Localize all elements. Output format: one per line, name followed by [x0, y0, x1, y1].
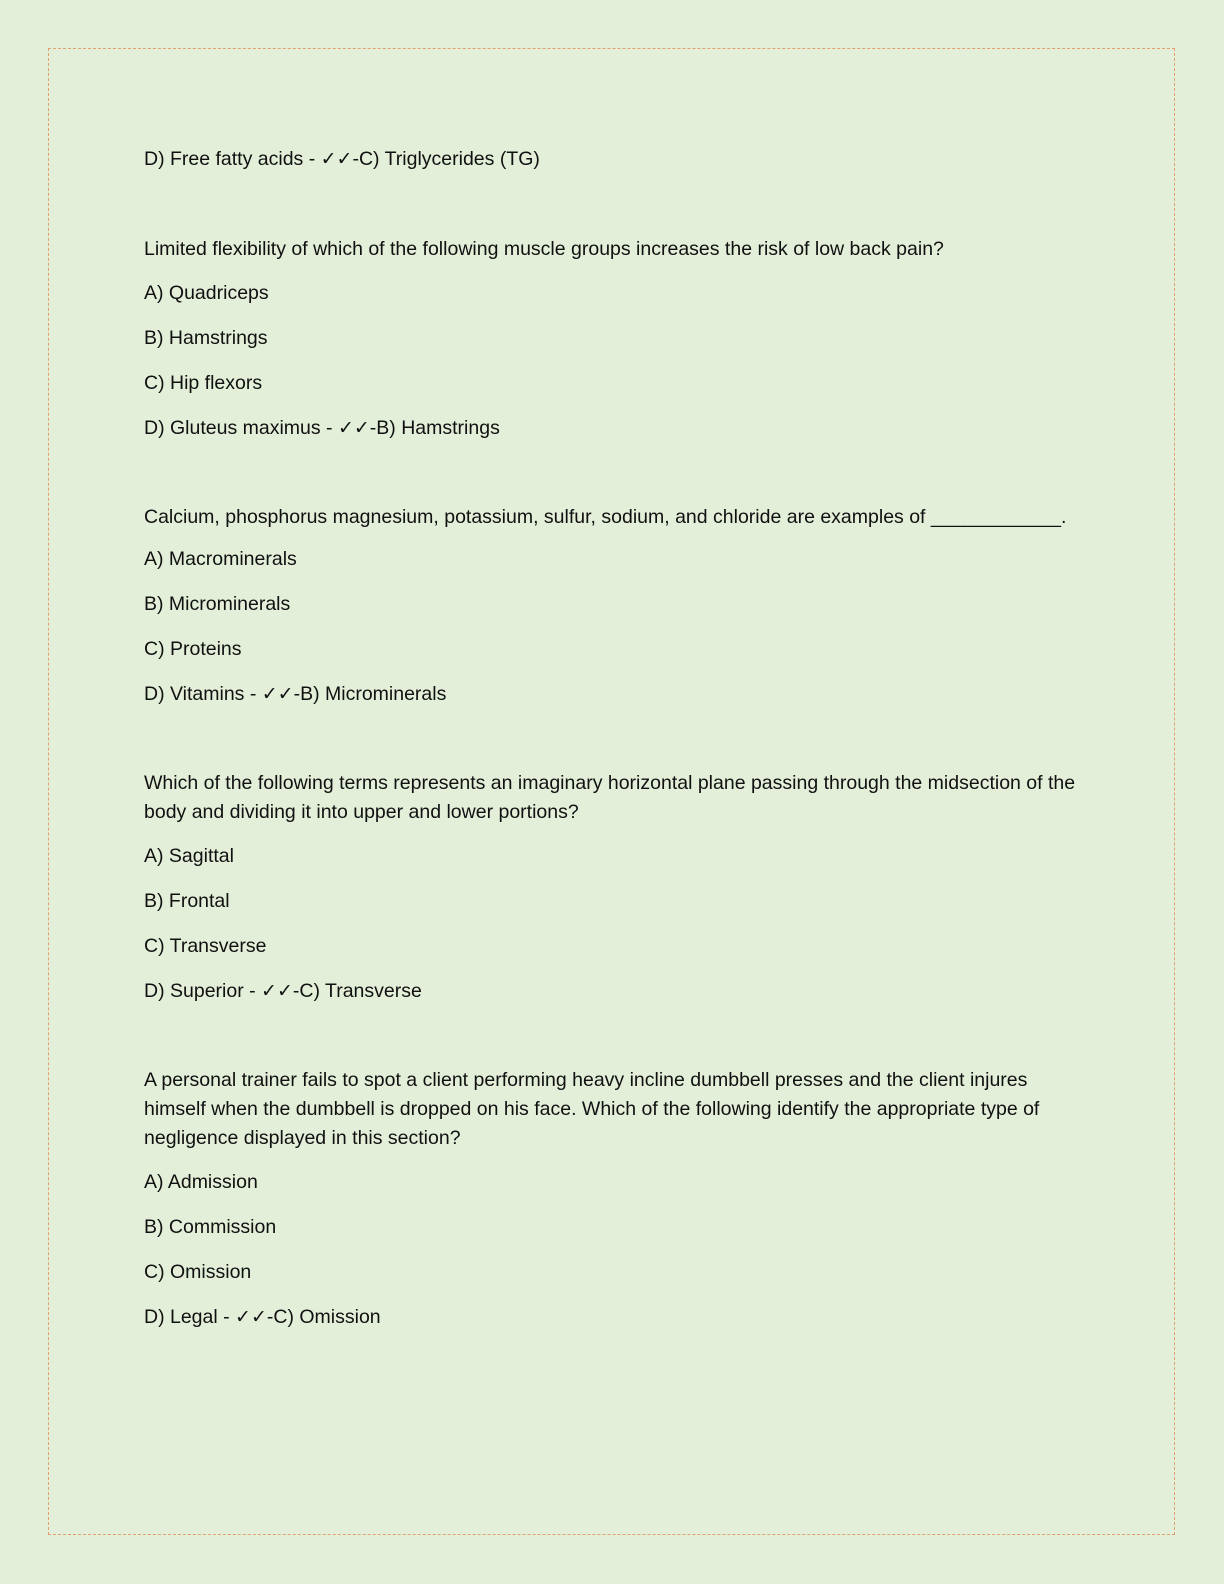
- option-text: D) Free fatty acids -: [144, 148, 321, 170]
- option-b: B) Commission: [144, 1216, 277, 1238]
- question-block: [144, 769, 1079, 1006]
- option-c: C) Proteins: [144, 638, 242, 660]
- option-d-with-answer: [144, 680, 1079, 709]
- option-d: D) Superior -: [144, 980, 262, 1002]
- checkmark-icon: ✓✓: [337, 417, 370, 439]
- question-text: A personal trainer fails to spot a client performing heavy incline dumbbell presses and the client injures himself when the dumbbell is dropped on his face. Which of the following identify the appropriate type of negligence displayed in this section?: [144, 1069, 1040, 1149]
- checkmark-icon: ✓✓: [235, 1306, 267, 1328]
- question-text: Limited flexibility of which of the following muscle groups increases the risk of low back pain?: [144, 238, 944, 260]
- question-block: [144, 503, 1079, 709]
- checkmark-icon: ✓✓: [261, 980, 293, 1002]
- option-c: C) Transverse: [144, 935, 267, 957]
- option-a: A) Admission: [144, 1171, 258, 1193]
- option-c: C) Omission: [144, 1261, 252, 1283]
- option-a: A) Macrominerals: [144, 548, 297, 570]
- option-c: C) Hip flexors: [144, 372, 263, 394]
- previous-answer-line: [144, 145, 1079, 174]
- question-text: Which of the following terms represents an imaginary horizontal plane passing through the midsection of the body and dividing it into upper and lower portions?: [144, 772, 1076, 823]
- option-d: D) Gluteus maximus -: [144, 417, 338, 439]
- document-content: [144, 145, 1079, 1332]
- checkmark-icon: ✓✓: [320, 148, 353, 170]
- option-d-with-answer: [144, 1303, 1079, 1332]
- option-a: A) Quadriceps: [144, 282, 269, 304]
- question-block: [144, 1066, 1079, 1332]
- option-d: D) Legal -: [144, 1306, 236, 1328]
- answer-text: -C) Omission: [266, 1306, 381, 1328]
- answer-text: -B) Hamstrings: [369, 417, 500, 439]
- checkmark-icon: ✓✓: [261, 683, 294, 705]
- option-b: B) Microminerals: [144, 593, 291, 615]
- question-block: [144, 235, 1079, 443]
- question-text: Calcium, phosphorus magnesium, potassium, sulfur, sodium, and chloride are examples of ____________.: [144, 506, 1067, 528]
- answer-text: -C) Transverse: [292, 980, 422, 1002]
- option-d-with-answer: [144, 977, 1079, 1006]
- option-a: A) Sagittal: [144, 845, 234, 867]
- option-d: D) Vitamins -: [144, 683, 262, 705]
- option-b: B) Frontal: [144, 890, 230, 912]
- option-b: B) Hamstrings: [144, 327, 268, 349]
- answer-text: -B) Microminerals: [293, 683, 447, 705]
- option-d-with-answer: [144, 414, 1079, 443]
- answer-text: -C) Triglycerides (TG): [352, 148, 540, 170]
